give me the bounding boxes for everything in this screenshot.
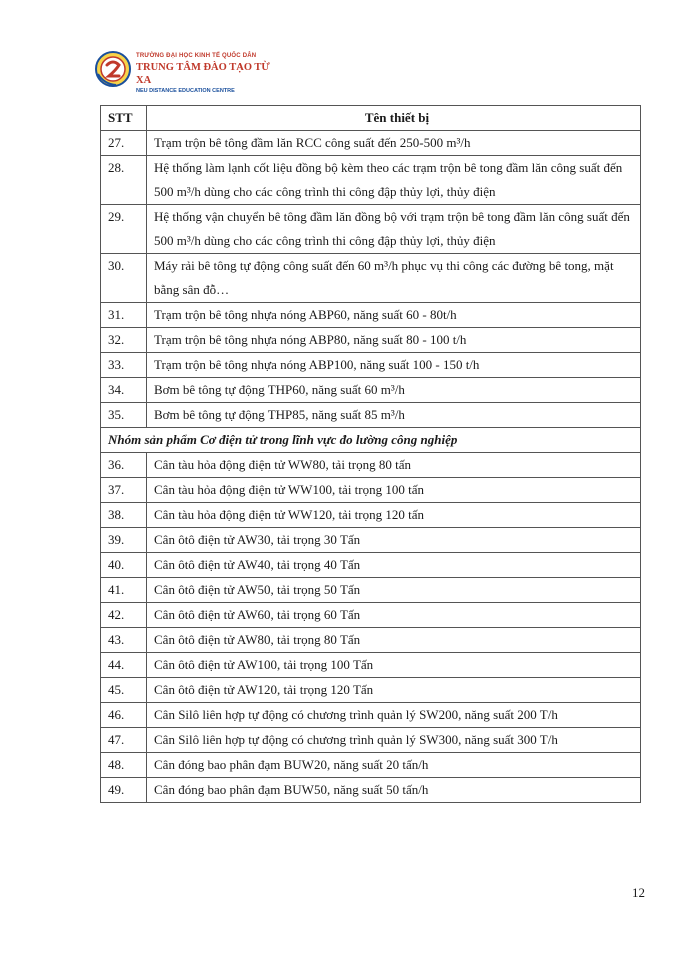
table-row xyxy=(101,453,641,478)
row-equipment-name: Cân ôtô điện tử AW100, tải trọng 100 Tấn xyxy=(147,653,641,678)
centre-logo xyxy=(94,50,274,92)
row-equipment-name: Cân tàu hỏa động điện tử WW120, tải trọng 120 tấn xyxy=(147,503,641,528)
table-row xyxy=(101,603,641,628)
row-number: 42. xyxy=(101,603,147,628)
row-number: 40. xyxy=(101,553,147,578)
table-row xyxy=(101,156,641,205)
row-number: 27. xyxy=(101,131,147,156)
row-equipment-name: Trạm trộn bê tông nhựa nóng ABP80, năng suất 80 - 100 t/h xyxy=(147,328,641,353)
row-equipment-name: Trạm trộn bê tông nhựa nóng ABP100, năng suất 100 - 150 t/h xyxy=(147,353,641,378)
row-number: 39. xyxy=(101,528,147,553)
table-row xyxy=(101,553,641,578)
row-number: 41. xyxy=(101,578,147,603)
table-row xyxy=(101,254,641,303)
row-equipment-name: Cân ôtô điện tử AW50, tải trọng 50 Tấn xyxy=(147,578,641,603)
row-number: 33. xyxy=(101,353,147,378)
row-equipment-name: Cân tàu hỏa động điện tử WW100, tải trọng 100 tấn xyxy=(147,478,641,503)
row-equipment-name: Cân ôtô điện tử AW120, tải trọng 120 Tấn xyxy=(147,678,641,703)
table-row xyxy=(101,678,641,703)
university-name: TRƯỜNG ĐẠI HỌC KINH TẾ QUỐC DÂN xyxy=(136,53,257,59)
row-number: 48. xyxy=(101,753,147,778)
table-row xyxy=(101,728,641,753)
group-label: Nhóm sản phẩm Cơ điện tử trong lĩnh vực đo lường công nghiệp xyxy=(101,428,641,453)
table-header-row xyxy=(101,106,641,131)
row-number: 45. xyxy=(101,678,147,703)
row-number: 30. xyxy=(101,254,147,303)
column-header-stt: STT xyxy=(101,106,147,131)
centre-name: TRUNG TÂM ĐÀO TẠO TỪ XA xyxy=(136,62,270,86)
row-number: 43. xyxy=(101,628,147,653)
table-row xyxy=(101,653,641,678)
row-number: 31. xyxy=(101,303,147,328)
row-equipment-name: Trạm trộn bê tông nhựa nóng ABP60, năng suất 60 - 80t/h xyxy=(147,303,641,328)
table-row xyxy=(101,503,641,528)
row-equipment-name: Bơm bê tông tự động THP85, năng suất 85 m³/h xyxy=(147,403,641,428)
table-row xyxy=(101,353,641,378)
table-row xyxy=(101,378,641,403)
page-number: 12 xyxy=(632,885,645,900)
centre-name-en: NEU DISTANCE EDUCATION CENTRE xyxy=(136,88,235,94)
row-number: 29. xyxy=(101,205,147,254)
table-row xyxy=(101,478,641,503)
table-row xyxy=(101,403,641,428)
row-number: 28. xyxy=(101,156,147,205)
row-equipment-name: Bơm bê tông tự động THP60, năng suất 60 m³/h xyxy=(147,378,641,403)
row-equipment-name: Hệ thống làm lạnh cốt liệu đồng bộ kèm theo các trạm trộn bê tong đầm lăn công suất đến 500 m³/h dùng cho các công trình thi công đập thủy lợi, thủy điện xyxy=(147,156,641,205)
row-equipment-name: Cân ôtô điện tử AW80, tải trọng 80 Tấn xyxy=(147,628,641,653)
row-equipment-name: Hệ thống vận chuyển bê tông đầm lăn đồng bộ với trạm trộn bê tong đầm lăn công suất đến 500 m³/h dùng cho các công trình thi công đập thủy lợi, thủy điện xyxy=(147,205,641,254)
table-row xyxy=(101,303,641,328)
table-row xyxy=(101,328,641,353)
row-number: 46. xyxy=(101,703,147,728)
row-equipment-name: Cân Silô liên hợp tự động có chương trình quản lý SW200, năng suất 200 T/h xyxy=(147,703,641,728)
row-number: 49. xyxy=(101,778,147,803)
row-equipment-name: Máy rải bê tông tự động công suất đến 60 m³/h phục vụ thi công các đường bê tong, mặt bằng sân đỗ… xyxy=(147,254,641,303)
row-equipment-name: Cân ôtô điện tử AW40, tải trọng 40 Tấn xyxy=(147,553,641,578)
table-row xyxy=(101,703,641,728)
row-number: 36. xyxy=(101,453,147,478)
row-equipment-name: Cân Silô liên hợp tự động có chương trình quản lý SW300, năng suất 300 T/h xyxy=(147,728,641,753)
row-number: 34. xyxy=(101,378,147,403)
row-number: 47. xyxy=(101,728,147,753)
table-row xyxy=(101,753,641,778)
row-number: 44. xyxy=(101,653,147,678)
table-row xyxy=(101,578,641,603)
table-row xyxy=(101,778,641,803)
university-emblem-icon xyxy=(94,50,132,88)
row-equipment-name: Trạm trộn bê tông đầm lăn RCC công suất đến 250-500 m³/h xyxy=(147,131,641,156)
table-row xyxy=(101,205,641,254)
equipment-table xyxy=(100,105,641,803)
table-row xyxy=(101,528,641,553)
row-equipment-name: Cân tàu hỏa động điện tử WW80, tải trọng 80 tấn xyxy=(147,453,641,478)
row-number: 35. xyxy=(101,403,147,428)
row-number: 37. xyxy=(101,478,147,503)
row-equipment-name: Cân đóng bao phân đạm BUW50, năng suất 50 tấn/h xyxy=(147,778,641,803)
table-row xyxy=(101,628,641,653)
row-number: 32. xyxy=(101,328,147,353)
row-equipment-name: Cân ôtô điện tử AW60, tải trọng 60 Tấn xyxy=(147,603,641,628)
row-equipment-name: Cân đóng bao phân đạm BUW20, năng suất 20 tấn/h xyxy=(147,753,641,778)
column-header-name: Tên thiết bị xyxy=(147,106,641,131)
group-header-row xyxy=(101,428,641,453)
row-number: 38. xyxy=(101,503,147,528)
table-row xyxy=(101,131,641,156)
row-equipment-name: Cân ôtô điện tử AW30, tải trọng 30 Tấn xyxy=(147,528,641,553)
